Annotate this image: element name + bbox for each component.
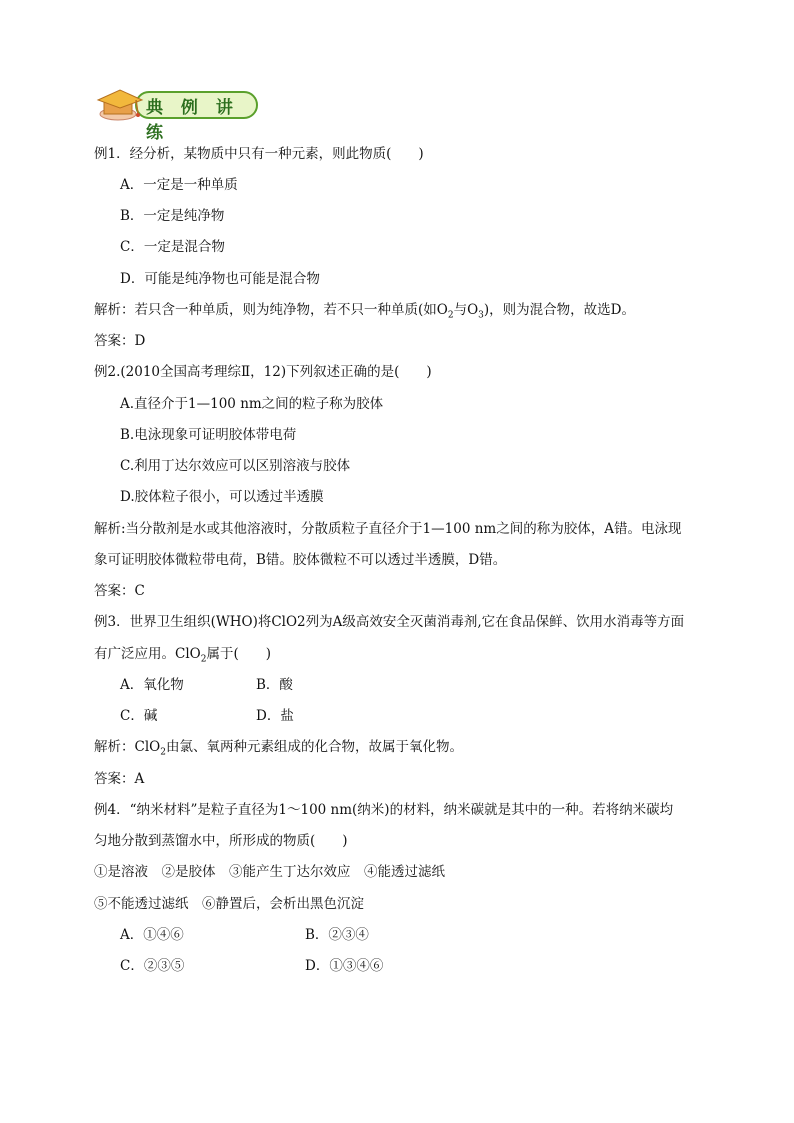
q2-option-d: D.胶体粒子很小，可以透过半透膜 xyxy=(120,489,324,505)
q1-analysis-part1: 解析：若只含一种单质，则为纯净物，若不只一种单质(如O xyxy=(94,302,448,318)
q2-option-b: B.电泳现象可证明胶体带电荷 xyxy=(120,427,297,443)
q2-analysis-line1: 解析:当分散剂是水或其他溶液时，分散质粒子直径介于1—100 nm之间的称为胶体，A错。电泳现 xyxy=(94,521,682,537)
q4-option-d: D．①③④⑥ xyxy=(305,958,384,974)
q3-option-d: D．盐 xyxy=(256,708,294,724)
q4-stem-line1: 例4．“纳米材料”是粒子直径为1～100 nm(纳米)的材料，纳米碳就是其中的一种。若将纳米碳均 xyxy=(94,802,674,818)
q1-analysis-sub1: 2 xyxy=(447,310,454,321)
q2-stem: 例2.(2010全国高考理综Ⅱ，12)下列叙述正确的是( ) xyxy=(94,364,432,380)
q4-option-a: A．①④⑥ xyxy=(120,927,184,943)
q3-analysis-sub: 2 xyxy=(160,747,166,758)
section-banner xyxy=(96,84,261,143)
q3-stem-sub: 2 xyxy=(200,654,207,665)
q4-statements-line1: ①是溶液 ②是胶体 ③能产生丁达尔效应 ④能透过滤纸 xyxy=(94,864,445,880)
q2-option-a: A.直径介于1—100 nm之间的粒子称为胶体 xyxy=(120,396,384,412)
q3-option-b: B．酸 xyxy=(256,677,293,693)
q3-stem-line1: 例3．世界卫生组织(WHO)将ClO2列为A级高效安全灭菌消毒剂,它在食品保鲜、饮用水消毒等方面 xyxy=(94,614,685,630)
q3-option-c: C．碱 xyxy=(120,708,158,724)
q2-answer: 答案：C xyxy=(94,583,145,599)
q1-answer: 答案：D xyxy=(94,333,146,349)
q1-analysis-part3: )，则为混合物，故选D。 xyxy=(483,302,635,318)
q3-stem-part1: 有广泛应用。ClO xyxy=(94,646,201,662)
q1-option-d: D．可能是纯净物也可能是混合物 xyxy=(120,271,320,287)
q4-statements-line2: ⑤不能透过滤纸 ⑥静置后，会析出黑色沉淀 xyxy=(94,896,364,912)
q1-analysis xyxy=(94,302,635,324)
q4-option-b: B．②③④ xyxy=(305,927,369,943)
q1-analysis-part2: 与O xyxy=(453,302,479,318)
q1-option-a: A．一定是一种单质 xyxy=(120,177,238,193)
q4-stem-line2: 匀地分散到蒸馏水中，所形成的物质( ) xyxy=(94,833,348,849)
q3-stem-part2: 属于( ) xyxy=(206,646,271,662)
q1-analysis-sub2: 3 xyxy=(478,310,484,321)
q2-analysis-line2: 象可证明胶体微粒带电荷，B错。胶体微粒不可以透过半透膜，D错。 xyxy=(94,552,507,568)
q2-option-c: C.利用丁达尔效应可以区别溶液与胶体 xyxy=(120,458,351,474)
q3-analysis-part1: 解析：ClO xyxy=(94,739,161,755)
q3-analysis-part2: 由氯、氧两种元素组成的化合物，故属于氧化物。 xyxy=(165,739,463,755)
q3-analysis xyxy=(94,739,463,761)
q3-answer: 答案：A xyxy=(94,771,145,787)
banner-title: 典 例 讲 练 xyxy=(146,98,239,143)
q3-option-a: A．氧化物 xyxy=(120,677,184,693)
q1-option-c: C．一定是混合物 xyxy=(120,239,225,255)
q3-stem-line2 xyxy=(94,646,271,668)
q1-stem: 例1．经分析，某物质中只有一种元素，则此物质( ) xyxy=(94,146,424,162)
q1-option-b: B．一定是纯净物 xyxy=(120,208,225,224)
q4-option-c: C．②③⑤ xyxy=(120,958,185,974)
